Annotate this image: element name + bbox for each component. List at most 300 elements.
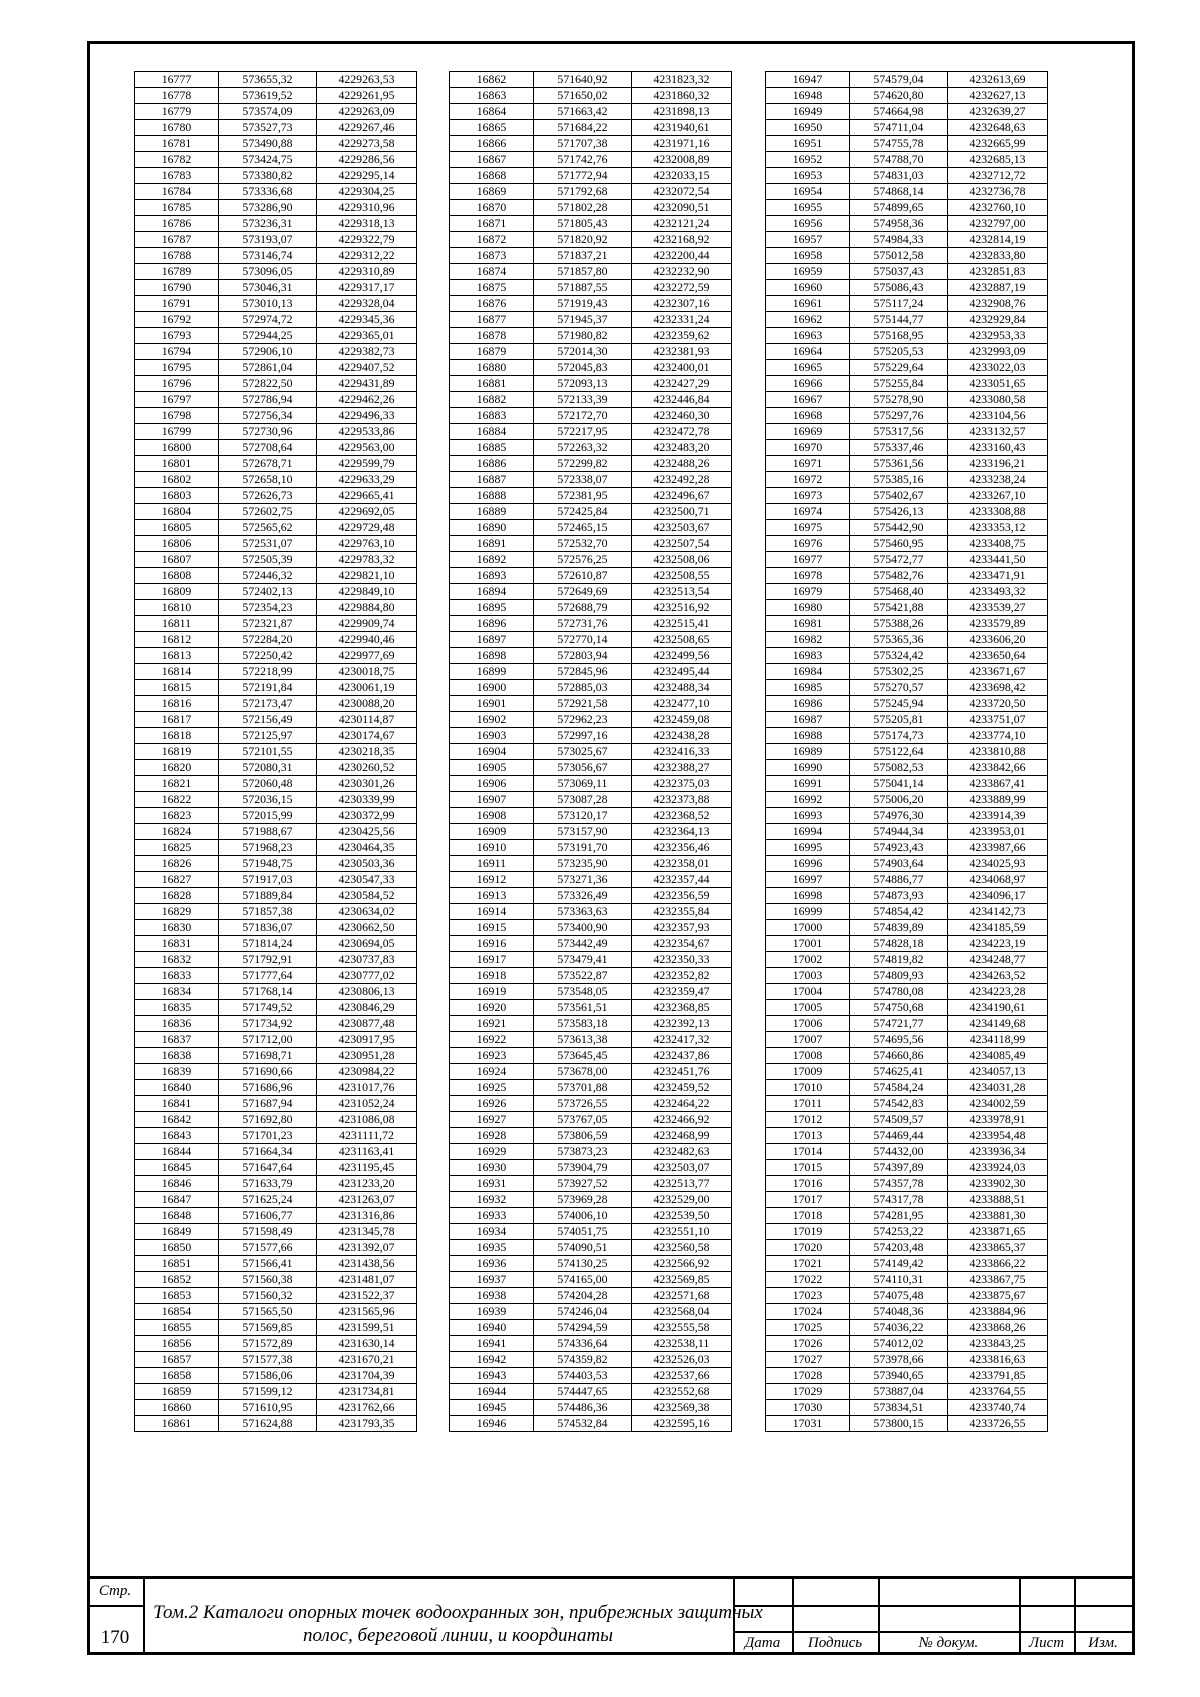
x-coordinate: 573096,05: [219, 264, 317, 280]
y-coordinate: 4233579,89: [948, 616, 1048, 632]
y-coordinate: 4230061,19: [317, 680, 417, 696]
point-number: 17020: [766, 1240, 850, 1256]
table-row: [135, 408, 417, 424]
y-coordinate: 4229977,69: [317, 648, 417, 664]
y-coordinate: 4234068,97: [948, 872, 1048, 888]
point-number: 16806: [135, 536, 219, 552]
table-row: [766, 664, 1048, 680]
table-row: [450, 1288, 732, 1304]
table-row: [450, 456, 732, 472]
x-coordinate: 572045,83: [534, 360, 632, 376]
table-row: [135, 616, 417, 632]
point-number: 17016: [766, 1176, 850, 1192]
table-row: [766, 152, 1048, 168]
y-coordinate: 4232508,65: [632, 632, 732, 648]
point-number: 16870: [450, 200, 534, 216]
x-coordinate: 572885,03: [534, 680, 632, 696]
point-number: 16891: [450, 536, 534, 552]
table-row: [135, 648, 417, 664]
point-number: 16943: [450, 1368, 534, 1384]
x-coordinate: 573887,04: [850, 1384, 948, 1400]
point-number: 16788: [135, 248, 219, 264]
table-row: [135, 776, 417, 792]
x-coordinate: 572101,55: [219, 744, 317, 760]
table-row: [135, 600, 417, 616]
table-row: [450, 1064, 732, 1080]
point-number: 16909: [450, 824, 534, 840]
table-row: [135, 1160, 417, 1176]
table-row: [135, 1144, 417, 1160]
x-coordinate: 573655,32: [219, 72, 317, 88]
x-coordinate: 571948,75: [219, 856, 317, 872]
y-coordinate: 4231898,13: [632, 104, 732, 120]
y-coordinate: 4230584,52: [317, 888, 417, 904]
x-coordinate: 571606,77: [219, 1208, 317, 1224]
table-row: [766, 376, 1048, 392]
table-row: [450, 1304, 732, 1320]
point-number: 16941: [450, 1336, 534, 1352]
x-coordinate: 571742,76: [534, 152, 632, 168]
x-coordinate: 571772,94: [534, 168, 632, 184]
table-row: [135, 312, 417, 328]
table-row: [135, 1304, 417, 1320]
point-number: 17012: [766, 1112, 850, 1128]
point-number: 16903: [450, 728, 534, 744]
y-coordinate: 4232356,59: [632, 888, 732, 904]
y-coordinate: 4232451,76: [632, 1064, 732, 1080]
table-row: [135, 120, 417, 136]
y-coordinate: 4232496,67: [632, 488, 732, 504]
table-row: [135, 1256, 417, 1272]
table-row: [135, 632, 417, 648]
point-number: 16868: [450, 168, 534, 184]
y-coordinate: 4232613,69: [948, 72, 1048, 88]
y-coordinate: 4230694,05: [317, 936, 417, 952]
y-coordinate: 4229295,14: [317, 168, 417, 184]
point-number: 16940: [450, 1320, 534, 1336]
x-coordinate: 573193,07: [219, 232, 317, 248]
point-number: 16956: [766, 216, 850, 232]
table-row: [450, 952, 732, 968]
table-row: [450, 680, 732, 696]
x-coordinate: 572015,99: [219, 808, 317, 824]
table-row: [135, 1288, 417, 1304]
table-row: [135, 744, 417, 760]
x-coordinate: 572093,13: [534, 376, 632, 392]
point-number: 17019: [766, 1224, 850, 1240]
table-row: [766, 440, 1048, 456]
point-number: 16947: [766, 72, 850, 88]
point-number: 16912: [450, 872, 534, 888]
table-row: [450, 312, 732, 328]
x-coordinate: 574203,48: [850, 1240, 948, 1256]
table-row: [135, 808, 417, 824]
table-row: [450, 344, 732, 360]
point-number: 16885: [450, 440, 534, 456]
y-coordinate: 4232537,66: [632, 1368, 732, 1384]
x-coordinate: 574051,75: [534, 1224, 632, 1240]
table-row: [766, 824, 1048, 840]
y-coordinate: 4229599,79: [317, 456, 417, 472]
point-number: 16887: [450, 472, 534, 488]
y-coordinate: 4234248,77: [948, 952, 1048, 968]
point-number: 16823: [135, 808, 219, 824]
y-coordinate: 4229317,17: [317, 280, 417, 296]
point-number: 16939: [450, 1304, 534, 1320]
table-row: [450, 888, 732, 904]
point-number: 16906: [450, 776, 534, 792]
table-row: [766, 488, 1048, 504]
point-number: 16918: [450, 968, 534, 984]
table-row: [766, 312, 1048, 328]
table-row: [450, 392, 732, 408]
x-coordinate: 574944,34: [850, 824, 948, 840]
y-coordinate: 4231163,41: [317, 1144, 417, 1160]
y-coordinate: 4231195,45: [317, 1160, 417, 1176]
table-row: [135, 728, 417, 744]
x-coordinate: 571777,64: [219, 968, 317, 984]
y-coordinate: 4232446,84: [632, 392, 732, 408]
x-coordinate: 572381,95: [534, 488, 632, 504]
point-number: 16862: [450, 72, 534, 88]
x-coordinate: 571624,88: [219, 1416, 317, 1432]
x-coordinate: 573400,90: [534, 920, 632, 936]
point-number: 16864: [450, 104, 534, 120]
y-coordinate: 4233871,65: [948, 1224, 1048, 1240]
title-block: [87, 1576, 1135, 1655]
x-coordinate: 574839,89: [850, 920, 948, 936]
table-row: [135, 264, 417, 280]
x-coordinate: 573574,09: [219, 104, 317, 120]
table-row: [450, 808, 732, 824]
point-number: 17004: [766, 984, 850, 1000]
point-number: 16787: [135, 232, 219, 248]
y-coordinate: 4230114,87: [317, 712, 417, 728]
table-row: [135, 424, 417, 440]
x-coordinate: 573380,82: [219, 168, 317, 184]
table-row: [766, 952, 1048, 968]
point-number: 16786: [135, 216, 219, 232]
point-number: 16884: [450, 424, 534, 440]
x-coordinate: 575421,88: [850, 600, 948, 616]
point-number: 16893: [450, 568, 534, 584]
x-coordinate: 571945,37: [534, 312, 632, 328]
y-coordinate: 4230777,02: [317, 968, 417, 984]
y-coordinate: 4232477,10: [632, 696, 732, 712]
x-coordinate: 575012,58: [850, 248, 948, 264]
y-coordinate: 4233866,22: [948, 1256, 1048, 1272]
y-coordinate: 4230662,50: [317, 920, 417, 936]
stamp-divider: [87, 1605, 143, 1607]
y-coordinate: 4232993,09: [948, 344, 1048, 360]
x-coordinate: 573235,90: [534, 856, 632, 872]
y-coordinate: 4232595,16: [632, 1416, 732, 1432]
point-number: 16830: [135, 920, 219, 936]
y-coordinate: 4229263,09: [317, 104, 417, 120]
point-number: 16900: [450, 680, 534, 696]
point-number: 16880: [450, 360, 534, 376]
point-number: 16822: [135, 792, 219, 808]
x-coordinate: 571712,00: [219, 1032, 317, 1048]
x-coordinate: 572861,04: [219, 360, 317, 376]
x-coordinate: 573120,17: [534, 808, 632, 824]
y-coordinate: 4230425,56: [317, 824, 417, 840]
x-coordinate: 572756,34: [219, 408, 317, 424]
x-coordinate: 573978,66: [850, 1352, 948, 1368]
table-row: [135, 232, 417, 248]
y-coordinate: 4234057,13: [948, 1064, 1048, 1080]
table-row: [766, 536, 1048, 552]
x-coordinate: 574620,80: [850, 88, 948, 104]
point-number: 16969: [766, 424, 850, 440]
y-coordinate: 4233867,41: [948, 776, 1048, 792]
table-row: [450, 88, 732, 104]
y-coordinate: 4232373,88: [632, 792, 732, 808]
x-coordinate: 573940,65: [850, 1368, 948, 1384]
table-row: [450, 328, 732, 344]
point-number: 16974: [766, 504, 850, 520]
table-row: [450, 840, 732, 856]
table-row: [450, 984, 732, 1000]
point-number: 17027: [766, 1352, 850, 1368]
point-number: 16979: [766, 584, 850, 600]
point-number: 17030: [766, 1400, 850, 1416]
table-row: [135, 520, 417, 536]
y-coordinate: 4229533,86: [317, 424, 417, 440]
point-number: 16795: [135, 360, 219, 376]
x-coordinate: 571633,79: [219, 1176, 317, 1192]
y-coordinate: 4231630,14: [317, 1336, 417, 1352]
x-coordinate: 571768,14: [219, 984, 317, 1000]
table-row: [135, 1240, 417, 1256]
point-number: 16966: [766, 376, 850, 392]
x-coordinate: 574584,24: [850, 1080, 948, 1096]
point-number: 16897: [450, 632, 534, 648]
point-number: 16857: [135, 1352, 219, 1368]
point-number: 16863: [450, 88, 534, 104]
table-row: [766, 248, 1048, 264]
x-coordinate: 572531,07: [219, 536, 317, 552]
y-coordinate: 4232352,82: [632, 968, 732, 984]
point-number: 16871: [450, 216, 534, 232]
x-coordinate: 572770,14: [534, 632, 632, 648]
x-coordinate: 574509,57: [850, 1112, 948, 1128]
point-number: 16816: [135, 696, 219, 712]
y-coordinate: 4232526,03: [632, 1352, 732, 1368]
table-row: [450, 1368, 732, 1384]
x-coordinate: 572263,32: [534, 440, 632, 456]
x-coordinate: 574625,41: [850, 1064, 948, 1080]
table-row: [766, 680, 1048, 696]
x-coordinate: 574469,44: [850, 1128, 948, 1144]
point-number: 16907: [450, 792, 534, 808]
point-number: 16867: [450, 152, 534, 168]
point-number: 16913: [450, 888, 534, 904]
y-coordinate: 4229940,46: [317, 632, 417, 648]
y-coordinate: 4232357,44: [632, 872, 732, 888]
y-coordinate: 4229729,48: [317, 520, 417, 536]
y-coordinate: 4233889,99: [948, 792, 1048, 808]
y-coordinate: 4230877,48: [317, 1016, 417, 1032]
table-row: [135, 440, 417, 456]
y-coordinate: 4232354,67: [632, 936, 732, 952]
point-number: 17026: [766, 1336, 850, 1352]
point-number: 16933: [450, 1208, 534, 1224]
y-coordinate: 4231734,81: [317, 1384, 417, 1400]
point-number: 16879: [450, 344, 534, 360]
y-coordinate: 4232392,13: [632, 1016, 732, 1032]
y-coordinate: 4232416,33: [632, 744, 732, 760]
point-number: 17011: [766, 1096, 850, 1112]
point-number: 16938: [450, 1288, 534, 1304]
table-row: [766, 72, 1048, 88]
table-row: [766, 792, 1048, 808]
y-coordinate: 4231762,66: [317, 1400, 417, 1416]
point-number: 17025: [766, 1320, 850, 1336]
x-coordinate: 573087,28: [534, 792, 632, 808]
point-number: 16836: [135, 1016, 219, 1032]
x-coordinate: 572425,84: [534, 504, 632, 520]
y-coordinate: 4232560,58: [632, 1240, 732, 1256]
table-row: [766, 216, 1048, 232]
y-coordinate: 4234031,28: [948, 1080, 1048, 1096]
y-coordinate: 4232566,92: [632, 1256, 732, 1272]
table-row: [766, 1192, 1048, 1208]
x-coordinate: 571687,94: [219, 1096, 317, 1112]
table-row: [766, 296, 1048, 312]
y-coordinate: 4232355,84: [632, 904, 732, 920]
table-row: [450, 1208, 732, 1224]
y-coordinate: 4233650,64: [948, 648, 1048, 664]
table-row: [766, 1256, 1048, 1272]
table-row: [135, 1000, 417, 1016]
point-number: 16924: [450, 1064, 534, 1080]
point-number: 16963: [766, 328, 850, 344]
table-row: [766, 1016, 1048, 1032]
point-number: 16848: [135, 1208, 219, 1224]
y-coordinate: 4229322,79: [317, 232, 417, 248]
table-row: [766, 1064, 1048, 1080]
x-coordinate: 573146,74: [219, 248, 317, 264]
y-coordinate: 4233936,34: [948, 1144, 1048, 1160]
table-row: [450, 184, 732, 200]
x-coordinate: 574532,84: [534, 1416, 632, 1432]
x-coordinate: 571690,66: [219, 1064, 317, 1080]
point-number: 16928: [450, 1128, 534, 1144]
y-coordinate: 4233764,55: [948, 1384, 1048, 1400]
point-number: 16785: [135, 200, 219, 216]
point-number: 16923: [450, 1048, 534, 1064]
x-coordinate: 574110,31: [850, 1272, 948, 1288]
point-number: 16962: [766, 312, 850, 328]
y-coordinate: 4232639,27: [948, 104, 1048, 120]
table-row: [135, 504, 417, 520]
x-coordinate: 571663,42: [534, 104, 632, 120]
point-number: 16844: [135, 1144, 219, 1160]
y-coordinate: 4232499,56: [632, 648, 732, 664]
point-number: 16832: [135, 952, 219, 968]
y-coordinate: 4233238,24: [948, 472, 1048, 488]
x-coordinate: 573442,49: [534, 936, 632, 952]
table-row: [450, 1176, 732, 1192]
y-coordinate: 4229312,22: [317, 248, 417, 264]
x-coordinate: 571569,85: [219, 1320, 317, 1336]
y-coordinate: 4232468,99: [632, 1128, 732, 1144]
table-row: [450, 664, 732, 680]
y-coordinate: 4232072,54: [632, 184, 732, 200]
table-row: [450, 504, 732, 520]
point-number: 16976: [766, 536, 850, 552]
table-row: [450, 1080, 732, 1096]
table-row: [766, 1384, 1048, 1400]
table-row: [135, 472, 417, 488]
table-row: [135, 1112, 417, 1128]
table-row: [766, 1128, 1048, 1144]
table-row: [766, 264, 1048, 280]
table-row: [450, 568, 732, 584]
point-number: 16777: [135, 72, 219, 88]
stamp-divider: [733, 1631, 1135, 1633]
x-coordinate: 574130,25: [534, 1256, 632, 1272]
y-coordinate: 4230951,28: [317, 1048, 417, 1064]
table-row: [450, 408, 732, 424]
x-coordinate: 573069,11: [534, 776, 632, 792]
y-coordinate: 4232460,30: [632, 408, 732, 424]
y-coordinate: 4230088,20: [317, 696, 417, 712]
x-coordinate: 571664,34: [219, 1144, 317, 1160]
x-coordinate: 574903,64: [850, 856, 948, 872]
y-coordinate: 4232539,50: [632, 1208, 732, 1224]
table-row: [766, 744, 1048, 760]
table-row: [766, 168, 1048, 184]
y-coordinate: 4232538,11: [632, 1336, 732, 1352]
point-number: 16904: [450, 744, 534, 760]
x-coordinate: 571698,71: [219, 1048, 317, 1064]
x-coordinate: 575388,26: [850, 616, 948, 632]
x-coordinate: 574075,48: [850, 1288, 948, 1304]
y-coordinate: 4230547,33: [317, 872, 417, 888]
y-coordinate: 4232513,54: [632, 584, 732, 600]
x-coordinate: 573424,75: [219, 152, 317, 168]
y-coordinate: 4233875,67: [948, 1288, 1048, 1304]
x-coordinate: 574923,43: [850, 840, 948, 856]
y-coordinate: 4234002,59: [948, 1096, 1048, 1112]
table-row: [135, 248, 417, 264]
x-coordinate: 571572,89: [219, 1336, 317, 1352]
x-coordinate: 572218,99: [219, 664, 317, 680]
table-row: [135, 280, 417, 296]
x-coordinate: 574831,03: [850, 168, 948, 184]
table-row: [135, 1336, 417, 1352]
x-coordinate: 574854,42: [850, 904, 948, 920]
x-coordinate: 572962,23: [534, 712, 632, 728]
y-coordinate: 4231316,86: [317, 1208, 417, 1224]
point-number: 16831: [135, 936, 219, 952]
table-row: [766, 968, 1048, 984]
point-number: 16895: [450, 600, 534, 616]
x-coordinate: 574958,36: [850, 216, 948, 232]
point-number: 17017: [766, 1192, 850, 1208]
point-number: 16801: [135, 456, 219, 472]
x-coordinate: 574542,83: [850, 1096, 948, 1112]
point-number: 16983: [766, 648, 850, 664]
table-row: [766, 408, 1048, 424]
table-row: [450, 1048, 732, 1064]
table-row: [450, 1256, 732, 1272]
y-coordinate: 4232760,10: [948, 200, 1048, 216]
x-coordinate: 571919,43: [534, 296, 632, 312]
table-row: [135, 920, 417, 936]
